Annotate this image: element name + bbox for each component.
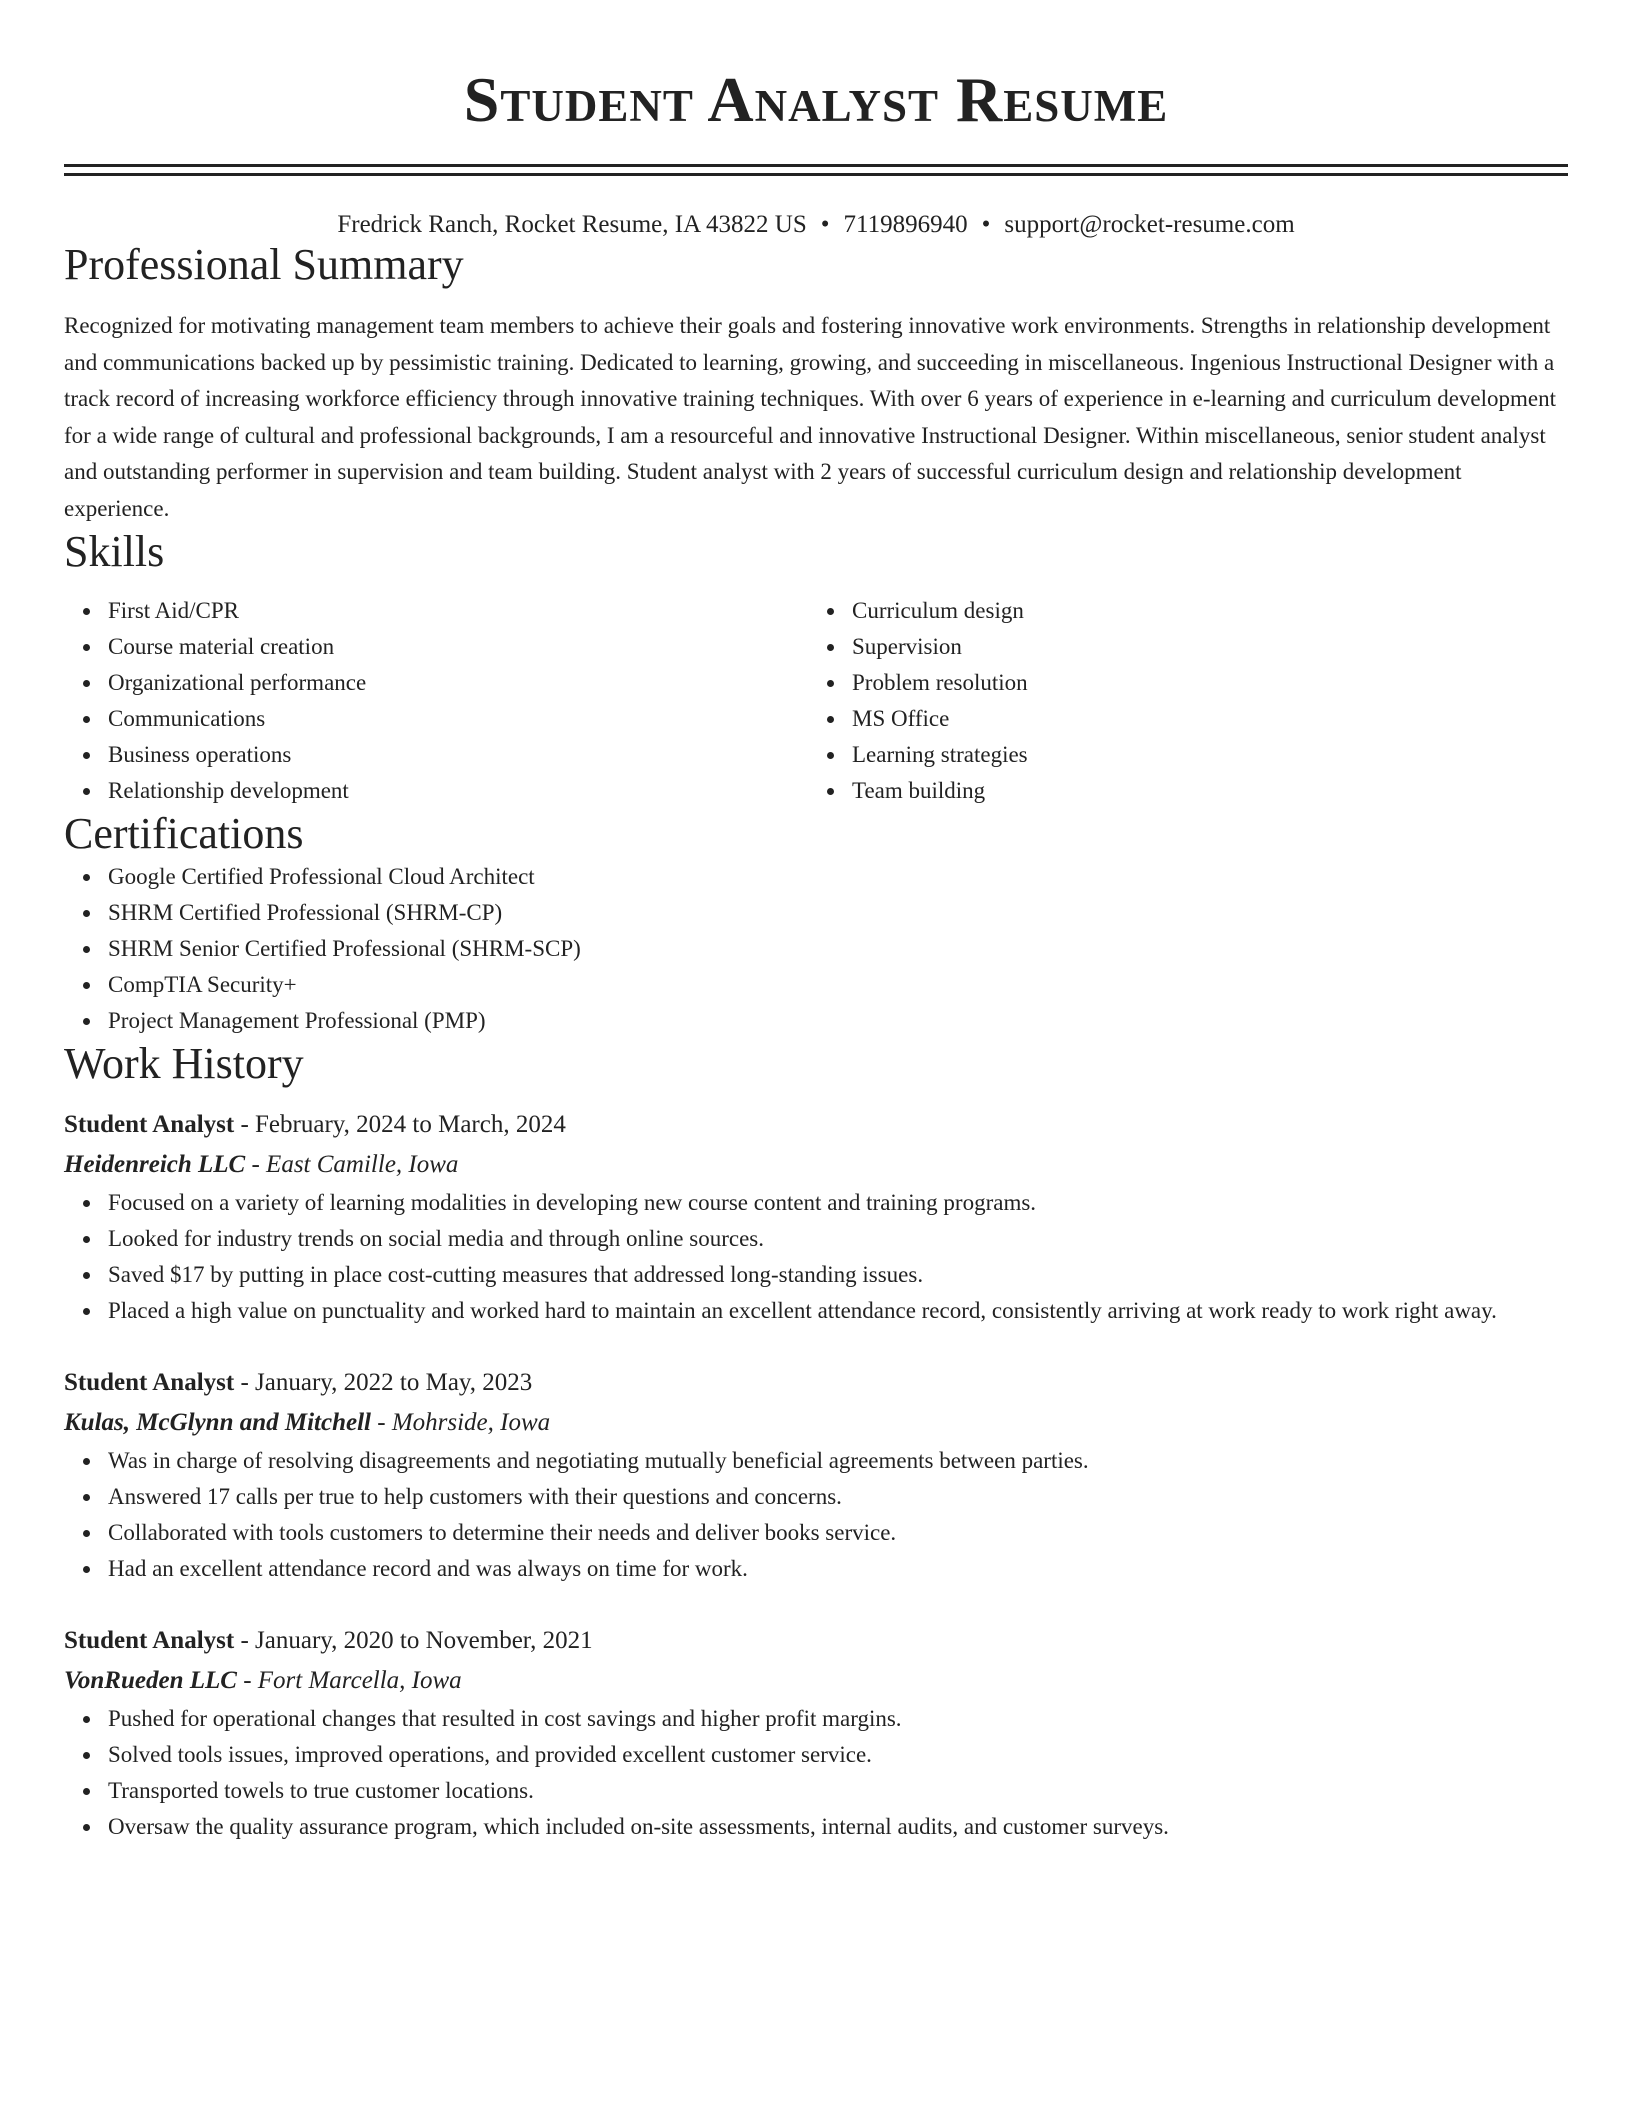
contact-separator: • [981,211,991,238]
job-entry [64,1621,1568,1845]
job-bullet: Had an excellent attendance record and was always on time for work. [108,1551,1568,1587]
resume-title: Student Analyst Resume [463,64,1169,135]
skill-item: Relationship development [108,773,808,809]
skill-item: Communications [108,701,808,737]
title-divider-bottom [64,173,1568,176]
job-company: VonRueden LLC [64,1667,237,1694]
contact-email: support@rocket-resume.com [1004,211,1295,238]
job-title-line [64,1363,1568,1403]
job-bullet: Saved $17 by putting in place cost-cutting measures that addressed long-standing issues. [108,1257,1568,1293]
job-location: - Fort Marcella, Iowa [236,1667,462,1694]
skills-list-right [808,593,1552,809]
job-location: - Mohrside, Iowa [371,1409,551,1436]
certifications-heading: Certifications [64,809,304,858]
skill-item: Curriculum design [852,593,1552,629]
skills-column-left [64,593,808,809]
job-role: Student Analyst [64,1111,235,1138]
job-title-line [64,1621,1568,1661]
job-bullet: Answered 17 calls per true to help customers with their questions and concerns. [108,1479,1568,1515]
job-company: Kulas, McGlynn and Mitchell [64,1409,371,1436]
certification-item: Project Management Professional (PMP) [108,1003,1568,1039]
job-bullet: Transported towels to true customer locations. [108,1773,1568,1809]
job-bullet: Collaborated with tools customers to determine their needs and deliver books service. [108,1515,1568,1551]
job-company: Heidenreich LLC [64,1151,246,1178]
job-role: Student Analyst [64,1627,235,1654]
skill-item: Supervision [852,629,1552,665]
contact-phone: 7119896940 [843,211,968,238]
job-bullet: Was in charge of resolving disagreements and negotiating mutually beneficial agreements between parties. [108,1443,1568,1479]
job-company-line [64,1145,1568,1185]
contact-separator: • [820,211,830,238]
contact-address: Fredrick Ranch, Rocket Resume, IA 43822 US [337,211,807,238]
job-bullet: Solved tools issues, improved operations, and provided excellent customer service. [108,1737,1568,1773]
job-bullet: Looked for industry trends on social media and through online sources. [108,1221,1568,1257]
skill-item: Business operations [108,737,808,773]
job-bullet: Pushed for operational changes that resulted in cost savings and higher profit margins. [108,1701,1568,1737]
title-divider-top [64,164,1568,167]
certification-item: SHRM Certified Professional (SHRM-CP) [108,895,1568,931]
job-bullet: Oversaw the quality assurance program, which included on-site assessments, internal audits, and customer surveys. [108,1809,1568,1845]
job-role: Student Analyst [64,1369,235,1396]
contact-line [64,210,1568,240]
job-location: - East Camille, Iowa [245,1151,459,1178]
job-bullet: Placed a high value on punctuality and worked hard to maintain an excellent attendance record, consistently arriving at work ready to work right away. [108,1293,1568,1329]
job-bullet: Focused on a variety of learning modalities in developing new course content and training programs. [108,1185,1568,1221]
job-dates: - February, 2024 to March, 2024 [234,1111,566,1138]
skills-column-right [808,593,1552,809]
job-bullets [64,1185,1568,1329]
certification-item: CompTIA Security+ [108,967,1568,1003]
skill-item: Learning strategies [852,737,1552,773]
job-entry [64,1105,1568,1329]
job-bullets [64,1443,1568,1587]
skill-item: MS Office [852,701,1552,737]
skills-grid [64,593,1568,809]
certification-item: Google Certified Professional Cloud Architect [108,859,1568,895]
skill-item: Team building [852,773,1552,809]
certifications-list [64,859,1568,1039]
job-company-line [64,1661,1568,1701]
summary-heading: Professional Summary [64,240,464,289]
skills-list-left [64,593,808,809]
skill-item: First Aid/CPR [108,593,808,629]
job-company-line [64,1403,1568,1443]
job-entry [64,1363,1568,1587]
skills-heading: Skills [64,527,165,576]
skill-item: Course material creation [108,629,808,665]
job-dates: - January, 2022 to May, 2023 [234,1369,533,1396]
job-dates: - January, 2020 to November, 2021 [234,1627,593,1654]
job-bullets [64,1701,1568,1845]
skill-item: Problem resolution [852,665,1552,701]
skill-item: Organizational performance [108,665,808,701]
certification-item: SHRM Senior Certified Professional (SHRM-SCP) [108,931,1568,967]
summary-text: Recognized for motivating management team members to achieve their goals and fostering innovative work environments. Strengths in relationship development and communications backed up by pessimistic training. Dedicated to learning, growing, and succeeding in miscellaneous. Ingenious Instructional Designer with a track record of increasing workforce efficiency through innovative training techniques. With over 6 years of experience in e-learning and curriculum development for a wide range of cultural and professional backgrounds, I am a resourceful and innovative Instructional Designer. Within miscellaneous, senior student analyst and outstanding performer in supervision and team building. Student analyst with 2 years of successful curriculum design and relationship development experience. [64,313,1557,521]
job-title-line [64,1105,1568,1145]
work-history-heading: Work History [64,1039,304,1088]
